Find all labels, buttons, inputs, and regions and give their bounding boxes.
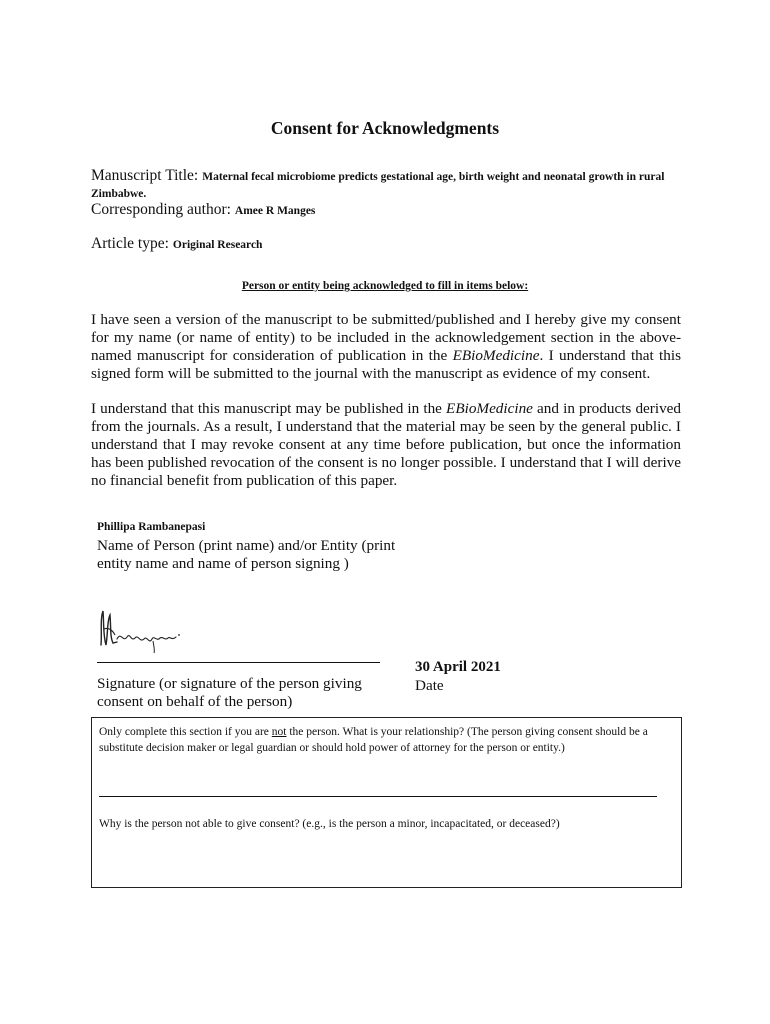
para1-journal-name: EBioMedicine <box>452 347 540 364</box>
form-title: Consent for Acknowledgments <box>270 118 500 138</box>
para2-journal-name: EBioMedicine <box>446 400 533 417</box>
corresponding-author-line <box>91 201 691 219</box>
signature-line <box>97 662 380 663</box>
article-type-value: Original Research <box>172 239 263 251</box>
name-field-label: Name of Person (print name) and/or Entity (print entity name and name of person signing ) <box>97 537 396 572</box>
relationship-answer-line[interactable] <box>99 796 657 797</box>
relationship-question <box>99 724 674 756</box>
para2-text-after: and in products derived from the journals. As a result, I understand that the material may be seen by the general public. I understand that I may revoke consent at any time before publication, but once the information has been published revocation of the consent is no longer possible. I understand that I will derive no financial benefit from publication of this paper. <box>91 400 681 489</box>
article-type-line <box>91 235 691 253</box>
manuscript-title-label: Manuscript Title: <box>91 167 199 184</box>
handwritten-signature <box>97 605 192 655</box>
relationship-question-before: Only complete this section if you are <box>99 726 272 738</box>
signature-field-label: Signature (or signature of the person giving consent on behalf of the person) <box>97 675 362 710</box>
corresponding-author-label: Corresponding author: <box>91 201 231 218</box>
consent-paragraph-1 <box>91 311 681 383</box>
date-field-label: Date <box>415 677 444 694</box>
consent-paragraph-2 <box>91 400 681 490</box>
article-type-label: Article type: <box>91 235 169 252</box>
manuscript-title-value: Maternal fecal microbiome predicts gestational age, birth weight and neonatal growth in rural Zimbabwe. <box>91 171 665 200</box>
corresponding-author-value: Amee R Manges <box>234 205 316 217</box>
para1-text-before: I have seen a version of the manuscript to be submitted/published and I hereby give my consent for my name (or name of entity) to be included in the acknowledgement section in the above-named manuscript for consideration of publication in the <box>91 311 681 364</box>
relationship-question-not: not <box>271 726 287 738</box>
manuscript-title-line <box>91 168 691 202</box>
relationship-question-after: the person. What is your relationship? (The person giving consent should be a substitute decision maker or legal guardian or should hold power of attorney for the person or entity.) <box>99 726 648 754</box>
signer-printed-name: Phillipa Rambanepasi <box>97 521 206 533</box>
para2-text-before: I understand that this manuscript may be published in the <box>91 400 447 417</box>
signed-date-value: 30 April 2021 <box>415 659 501 675</box>
para1-text-after: . I understand that this signed form will be submitted to the journal with the manuscript as evidence of my consent. <box>91 347 682 382</box>
substitute-consent-section <box>91 717 682 888</box>
fill-instruction: Person or entity being acknowledged to fill in items below: <box>241 280 529 292</box>
reason-question: Why is the person not able to give consent? (e.g., is the person a minor, incapacitated, or deceased?) <box>99 818 560 830</box>
